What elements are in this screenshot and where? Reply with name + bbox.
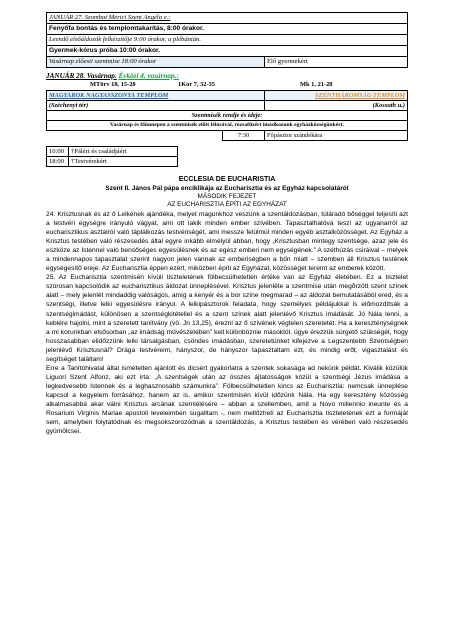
rosary-note: Vasárnap és főünnepen a szentmisék előtt félórával, rózsafűzért imádkozunk egyházközségünkért. <box>47 121 408 131</box>
tree-removal-notice: Fenyőfa bontás és templomtakarítás, 8:00 órakor. <box>47 24 408 35</box>
mass-order-heading: Szentmisék rendje és ideje: <box>47 111 408 121</box>
church-left-name: MAGYAROK NAGYASSZONYA TEMPLOM <box>47 91 265 101</box>
mass-time: 18:00 <box>47 157 69 167</box>
church-left-address: (Széchenyi tér) <box>47 101 265 111</box>
sunday-date: JANUÁR 28. Vasárnap. <box>46 72 117 80</box>
table-row <box>47 147 178 157</box>
article-paragraph: 25. Az Eucharisztia szentmisén kívüli tiszteletének fölbecsülhetetlen értéke van az Egyház életében. Ez a tisztelet szorosan kapcsolódik az eucharisztikus áldozat ünneplésével. Krisztus jelenléte a szentmise után megőrzött szent színek alatt – mely jelenlét mindaddig valóságos, amíg a kenyér és a bor színe megmarad – az áldozat bemutatásából ered, és a szentségi, illetve lelki egyesülésre irányul. A lelkipásztorok feladata, hogy személyes példájukkal is előmozdítsák a szentségimádást, különösen a szentségkitétellel és a szent színek alatt jelenlévő Krisztus imádását. Jó Nála lenni, a keblére hajolni, mint a szeretett tanítvány (vö. Jn 13,25), érezni az ő szívének végtelen szeretetét. Ha a kereszténységnek a mi korunkban elsősorban „az imádság művészetében” kell különböznie másoktól, úgye érezzük sürgető szükségét, hogy hosszasabban elidőzzünk lelki társalgásban, csöndes imádásban, szeretetünket kifejezve a Legszentebb Szentségben jelenlévő Krisztusnál? Drága testvéreim, hányszor, de hányszor tapasztaltam ezt, és mindig erőt, vigasztalást és segítséget találtam! <box>46 274 408 363</box>
vigil-mass-label: Vasárnap előesti szentmise 18:00 órakor <box>47 57 265 68</box>
sunday-heading <box>46 72 408 80</box>
first-communion-prep-notice: Leendő elsőáldozók felkészítője 9:00 órakor, a plébánián. <box>47 35 408 46</box>
sunday-readings <box>46 81 408 90</box>
table-row <box>47 157 178 167</box>
church-right-name: SZENTHÁROMSÁG TEMPLOM <box>265 91 408 101</box>
weekday-mass-table <box>46 146 178 167</box>
mass-row-empty <box>47 131 223 141</box>
reading-second: 1Kor 7, 32-35 <box>178 81 215 88</box>
mass-time: 10:00 <box>47 147 69 157</box>
mass-time: 7:30 <box>223 131 265 141</box>
saturday-schedule <box>46 12 408 68</box>
vigil-mass-intention: Élő gyermekért <box>265 57 408 68</box>
article-subtitle: Szent II. János Pál pápa enciklikája az Eucharisztia és az Egyház kapcsolatáról <box>105 185 349 192</box>
choir-rehearsal-notice: Gyermek-kórus próba 10:00 órakor. <box>47 46 408 57</box>
encyclical-article <box>46 175 408 436</box>
church-right-address: (Kossuth u.) <box>265 101 408 111</box>
bulletin-page <box>46 12 408 436</box>
mass-intention: †Testvérekért <box>69 157 178 167</box>
article-body <box>46 210 408 436</box>
mass-intention: Főpásztor szándékára <box>265 131 408 141</box>
article-paragraph: 24. Krisztusnak és az ő Lelkének ajándéka, melyet magunkhoz veszünk a szentáldozásban, túláradó bőséggel teljesíti azt a testvéri egységre irányuló vágyat, ami ott lakik minden ember szívében. Tapasztalhatóvá teszi az ugyanarról az eucharisztikus asztalról való táplálkozás testvériségét, ami messze felülmúl minden egyéb asztalközösséget. Az Egyház a Krisztus testében való részesedés által egyre inkább elmélyül abban, hogy „Krisztusban mintegy szentsége, azaz jele és eszköze az Istennel való bensőséges egyesülésnek és az egész emberi nem egységének.” A széthúzás csiráival – melyek a mindennapos tapasztalat szerint nagyon jelen vannak az emberiségben a bűn miatt – szemben áll Krisztus testének egységesítő ereje. Az Eucharisztia éppen ezért, miközben építi az Egyházat, közösséget teremt az emberek között. <box>46 211 408 273</box>
article-title: ECCLESIA DE EUCHARISTIA <box>178 176 276 183</box>
mass-schedule-table <box>46 90 408 141</box>
saturday-date: JANUÁR 27. Szombat Merici Szent Angéla e.: <box>47 13 408 24</box>
mass-intention: †Pálért és családjáért <box>69 147 178 157</box>
reading-gospel: Mk 1, 21-28 <box>300 81 333 88</box>
chapter-number: MÁSODIK FEJEZET <box>197 193 257 200</box>
chapter-title: AZ EUCHARISZTIA ÉPÍTI AZ EGYHÁZAT <box>167 201 287 208</box>
reading-first: MTörv 18, 15-20 <box>90 81 136 88</box>
article-paragraph: Erre a Tanítóhivatal által ismételten ajánlott és dicsért gyakorlatra a szentek sokasága ad nekünk példát. Kiválik közülük Liguori Szent Alfonz, aki ezt írta: „A szentségek után az összes ájtatosságok közül a szentségi Jézus imádása a legkedvesebb Istennek és a leghasznosabb számunkra”. Fölbecsülhetetlen kincs az Eucharisztia: nemcsak ünneplése kapcsol a kegyelem forrásához, hanem az is, amikor szentmisén kívül időzünk Nála. Ha egy keresztény közösség alkalmasabbá akar válni Krisztus arcának szemlélésére – abban a szellemben, amit a Novo millennio ineunte és a Rosarium Virginis Mariae apostoli leveleimben sugalltam -, nem mellőzheti az Eucharisztia tiszteletének ezt a formáját sem, amelyben folytatódnak és megsokszorozódnak a szentáldozás, a Krisztus testében és vérében való részesedés gyümölcsei. <box>46 364 408 436</box>
sunday-feast: Évközi 4. vasárnap.: <box>118 72 179 80</box>
